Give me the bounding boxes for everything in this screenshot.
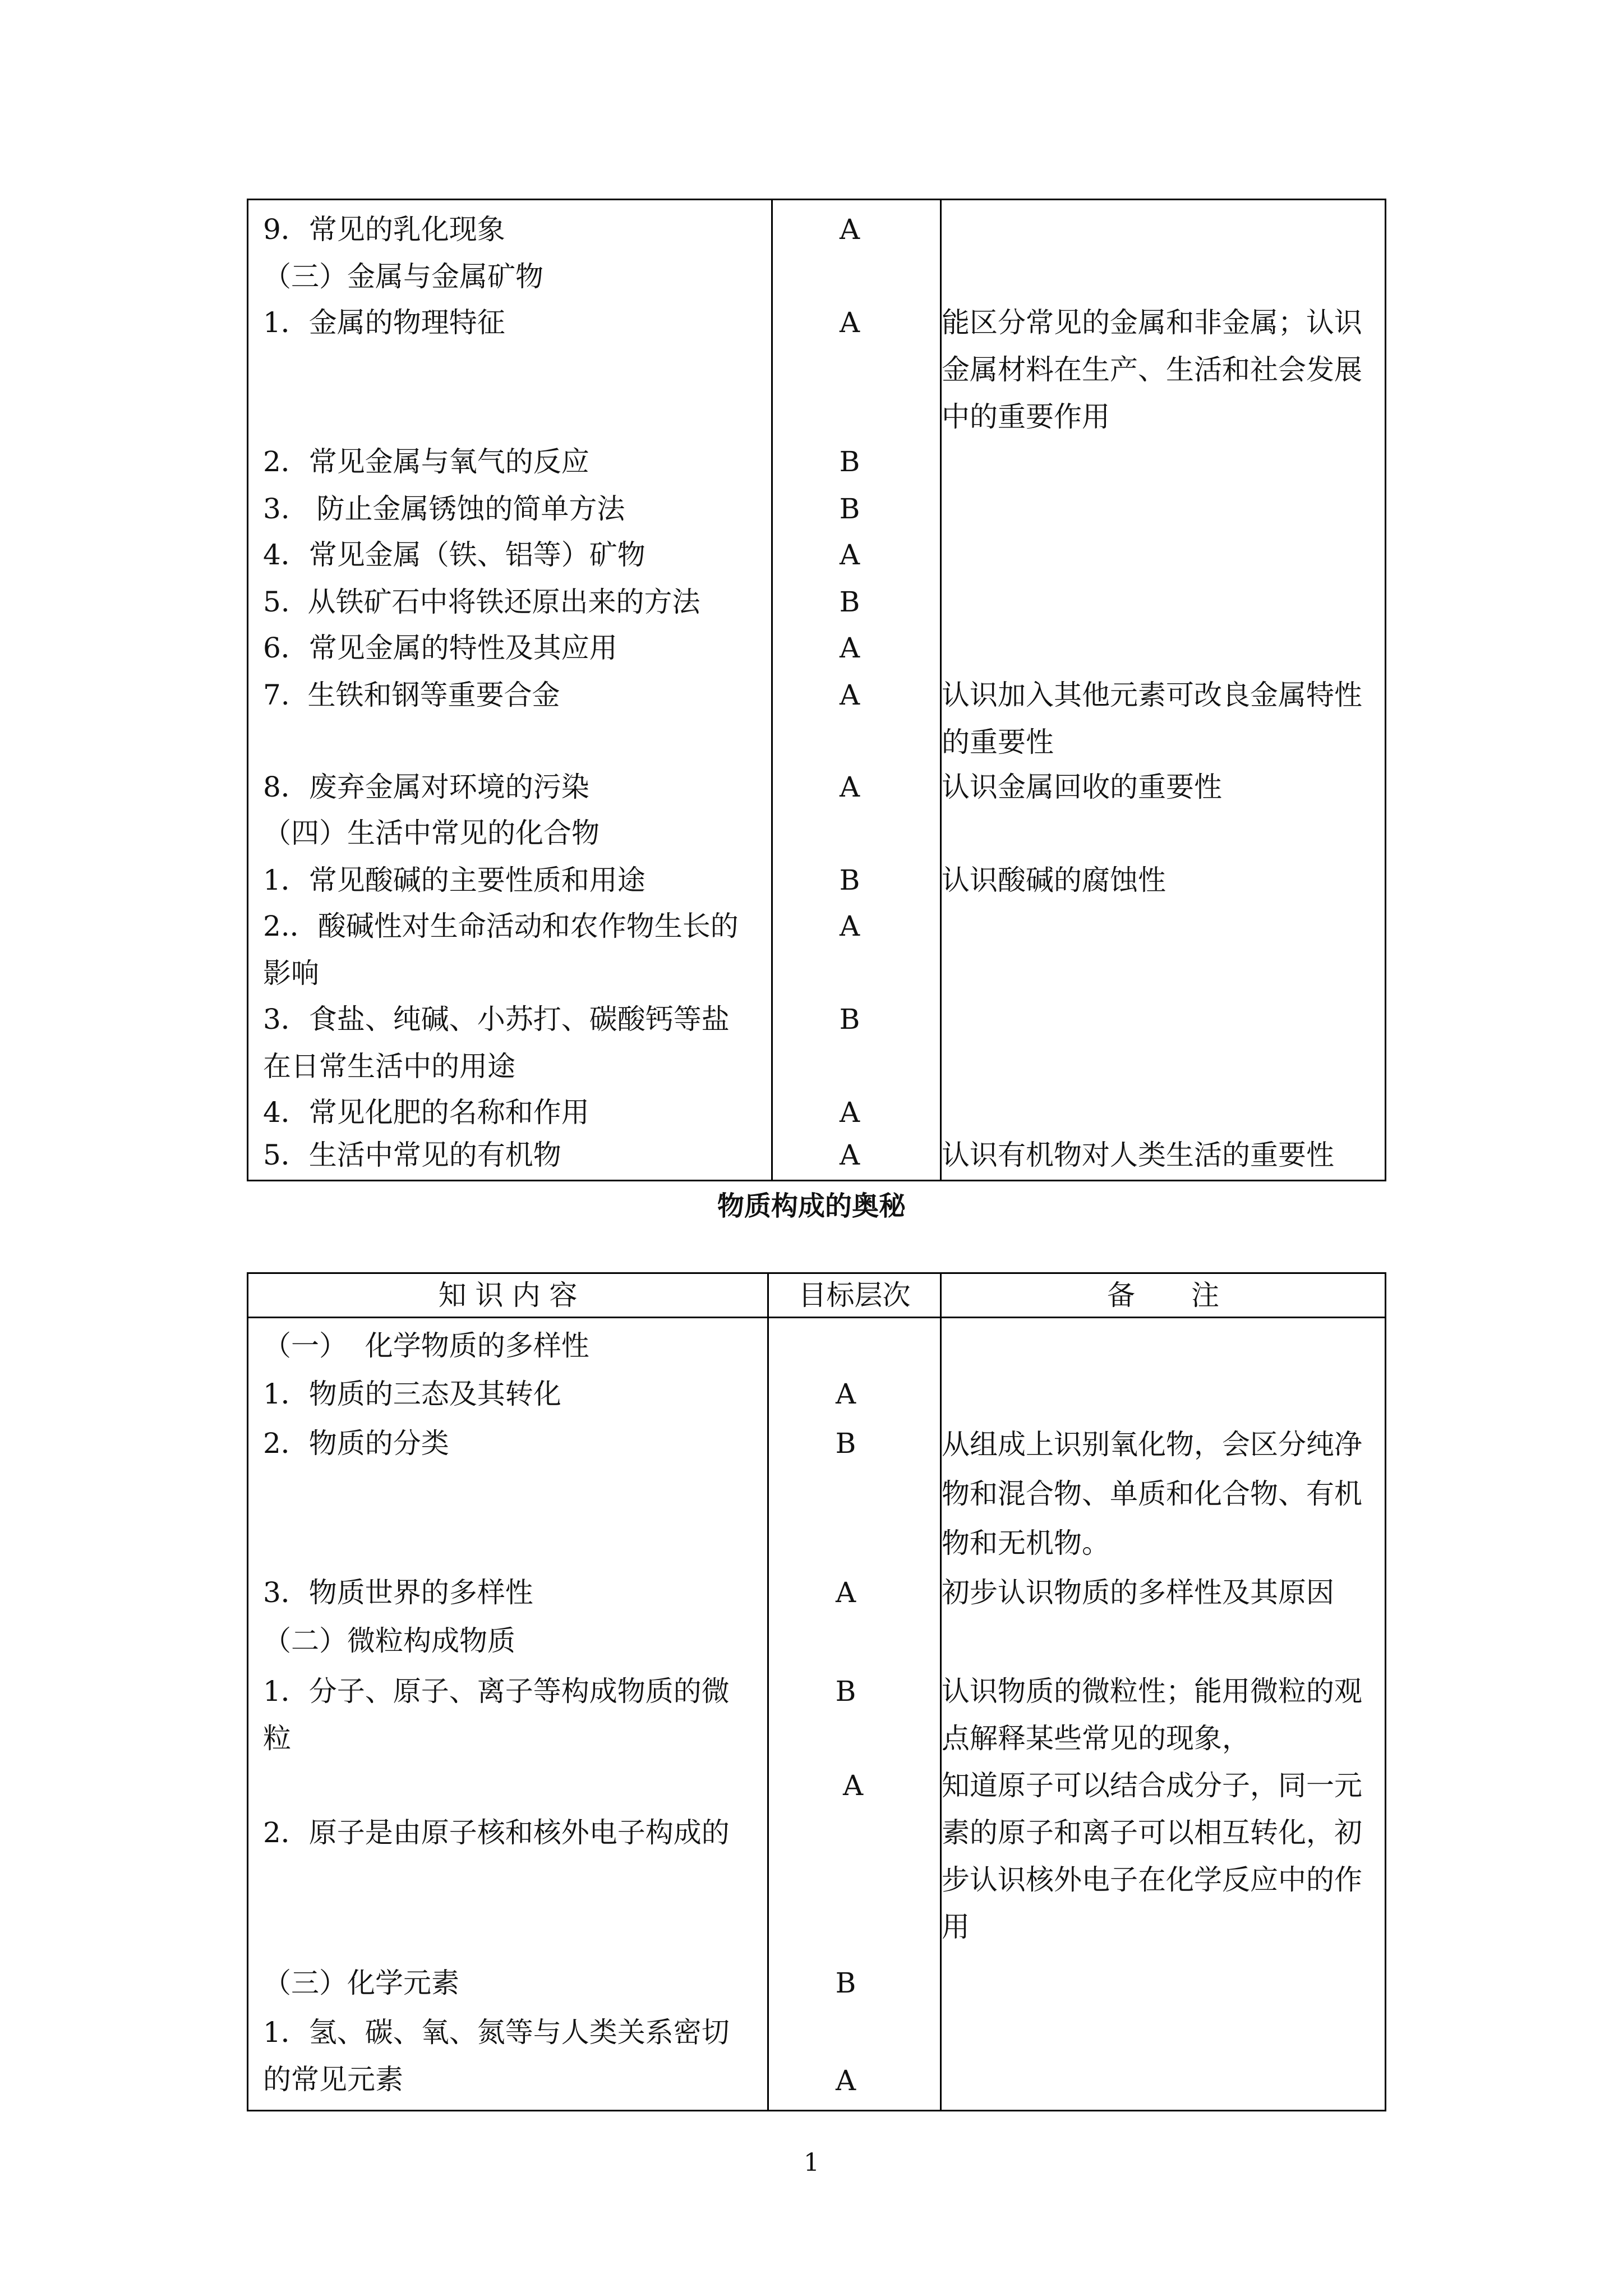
table-cell-content: 3．食盐、纯碱、小苏打、碳酸钙等盐在日常生活中的用途 <box>263 1003 730 1083</box>
section-title: 物质构成的奥秘 <box>717 1190 906 1222</box>
table-cell-level: A <box>839 632 860 664</box>
table-cell-content: 5．生活中常见的有机物 <box>263 1139 561 1171</box>
table-cell-note: 从组成上识别氧化物，会区分纯净物和混合物、单质和化合物、有机物和无机物。 <box>942 1428 1362 1559</box>
table-cell-note: 认识物质的微粒性；能用微粒的观点解释某些常见的现象， <box>942 1675 1362 1755</box>
table-cell-content: 1．物质的三态及其转化 <box>263 1378 561 1410</box>
table-cell-level: A <box>839 539 860 571</box>
table-cell-level: A <box>839 1139 860 1171</box>
table-cell-content: 7. 生铁和钢等重要合金 <box>263 679 560 711</box>
table-cell-content: 6．常见金属的特性及其应用 <box>263 632 617 664</box>
table-cell-level: B <box>839 445 860 478</box>
table-cell-content: 4．常见金属（铁、铝等）矿物 <box>263 539 645 571</box>
table-cell-content: 1．氢、碳、氧、氮等与人类关系密切的常见元素 <box>263 2016 730 2096</box>
table-cell-note: 认识酸碱的腐蚀性 <box>942 864 1166 896</box>
table-cell-content: 2.．酸碱性对生命活动和农作物生长的影响 <box>263 910 739 990</box>
table-cell-note: 能区分常见的金属和非金属；认识金属材料在生产、生活和社会发展中的重要作用 <box>942 306 1362 433</box>
table-cell-level: A <box>839 910 860 942</box>
table-cell-level: A <box>835 2064 856 2097</box>
table-cell-content: 4．常见化肥的名称和作用 <box>263 1096 589 1129</box>
column-header-note: 备 注 <box>1107 1279 1219 1312</box>
section-heading: （二）微粒构成物质 <box>263 1625 515 1657</box>
column-header-level: 目标层次 <box>798 1279 911 1312</box>
table-cell-note: 知道原子可以结合成分子，同一元素的原子和离子可以相互转化，初步认识核外电子在化学反应中的作用 <box>942 1769 1362 1943</box>
knowledge-table-matter-structure <box>247 1272 1386 2111</box>
table-cell-content: 5. 从铁矿石中将铁还原出来的方法 <box>263 586 700 618</box>
table-cell-note: 认识加入其他元素可改良金属特性的重要性 <box>942 679 1362 758</box>
table-cell-level: B <box>835 1967 856 1999</box>
section-heading: （三）化学元素 <box>263 1967 459 1999</box>
table-cell-level: B <box>835 1427 856 1460</box>
table-cell-level: A <box>839 1096 860 1129</box>
table-cell-level: A <box>839 679 860 711</box>
table-cell-content: 3. 防止金属锈蚀的简单方法 <box>263 493 625 525</box>
table-cell-content: 2．常见金属与氧气的反应 <box>263 445 589 478</box>
table-cell-level: A <box>839 213 860 246</box>
knowledge-table-metals-compounds <box>247 199 1386 1181</box>
table-cell-level: B <box>839 1003 860 1036</box>
table-cell-level: A <box>839 771 860 803</box>
table-cell-note: 认识有机物对人类生活的重要性 <box>942 1139 1334 1171</box>
table-cell-level: B <box>839 493 860 525</box>
table-cell-level: A <box>835 1378 856 1410</box>
table-cell-note: 认识金属回收的重要性 <box>942 771 1222 803</box>
table-cell-content: 1．金属的物理特征 <box>263 306 505 339</box>
table-cell-level: A <box>835 1576 856 1609</box>
table-cell-content: 2．原子是由原子核和核外电子构成的 <box>263 1816 730 1849</box>
table-cell-level: B <box>839 586 860 618</box>
table-cell-level: A <box>842 1769 864 1802</box>
table-cell-content: 1．分子、原子、离子等构成物质的微粒 <box>263 1675 730 1755</box>
table-cell-note: 初步认识物质的多样性及其原因 <box>942 1576 1334 1609</box>
table-cell-content: 9．常见的乳化现象 <box>263 213 505 246</box>
section-heading: （一） 化学物质的多样性 <box>263 1329 589 1362</box>
column-header-content: 知 识 内 容 <box>438 1279 578 1312</box>
table-cell-level: B <box>835 1675 856 1708</box>
section-heading: （四）生活中常见的化合物 <box>263 817 600 849</box>
page-number: 1 <box>804 2148 819 2177</box>
table-cell-content: 3．物质世界的多样性 <box>263 1576 533 1609</box>
table-cell-level: B <box>839 864 860 896</box>
section-heading: （三）金属与金属矿物 <box>263 260 543 293</box>
table-cell-content: 8．废弃金属对环境的污染 <box>263 771 589 803</box>
table-cell-content: 1．常见酸碱的主要性质和用途 <box>263 864 645 896</box>
table-cell-level: A <box>839 306 860 339</box>
table-cell-content: 2．物质的分类 <box>263 1427 449 1460</box>
